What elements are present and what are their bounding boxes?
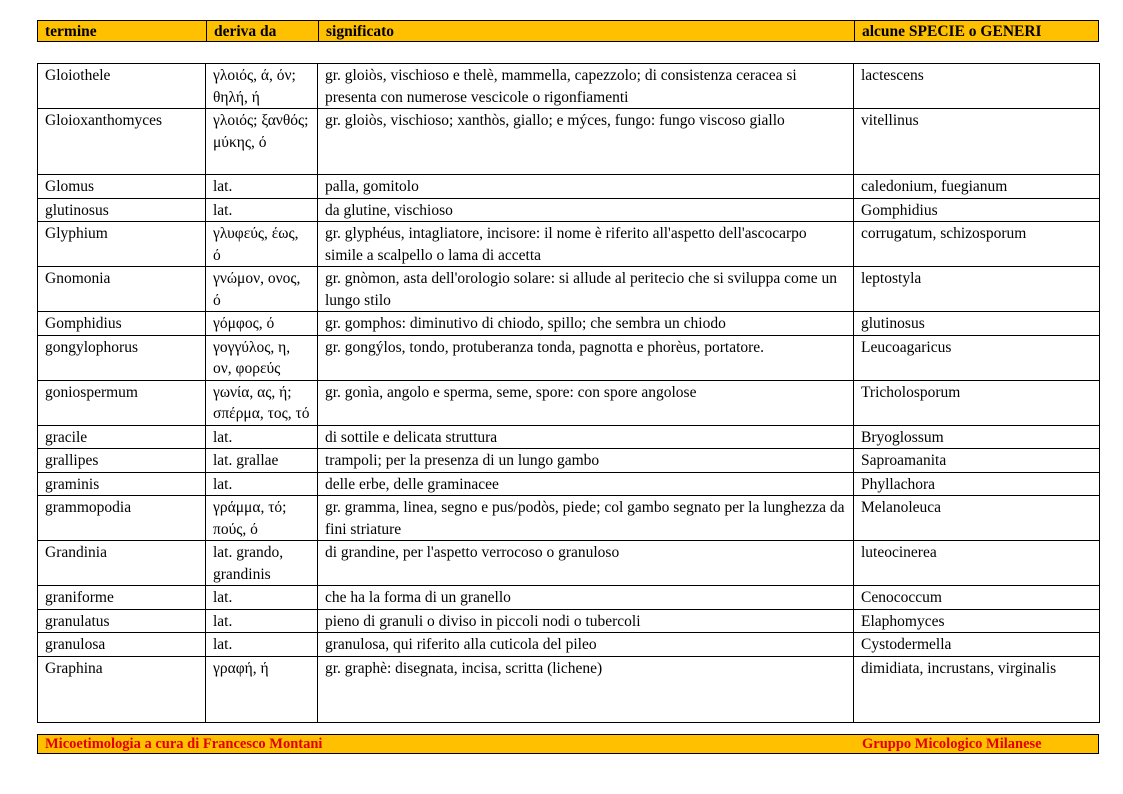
cell-significato: che ha la forma di un granello [318,586,854,610]
cell-specie-generi: vitellinus [854,109,1100,175]
table-row [38,380,1100,425]
cell-deriva-da: γλοιός, ά, όν; θηλή, ή [206,64,318,109]
table-row [38,656,1100,722]
cell-specie-generi: Cenococcum [854,586,1100,610]
cell-significato: di sottile e delicata struttura [318,425,854,449]
cell-specie-generi: caledonium, fuegianum [854,175,1100,199]
cell-significato: palla, gomitolo [318,175,854,199]
cell-termine: granulatus [38,609,206,633]
cell-specie-generi: leptostyla [854,267,1100,312]
cell-significato: gr. gloiòs, vischioso; xanthòs, giallo; e mýces, fungo: fungo viscoso giallo [318,109,854,175]
cell-specie-generi: Tricholosporum [854,380,1100,425]
cell-termine: Graphina [38,656,206,722]
cell-termine: graminis [38,472,206,496]
cell-significato: di grandine, per l'aspetto verrocoso o granuloso [318,541,854,586]
cell-specie-generi: Cystodermella [854,633,1100,657]
cell-termine: grammopodia [38,496,206,541]
table-row [38,633,1100,657]
cell-specie-generi: lactescens [854,64,1100,109]
etymology-table [37,63,1100,723]
cell-significato: granulosa, qui riferito alla cuticola del pileo [318,633,854,657]
cell-deriva-da: lat. [206,633,318,657]
table-row [38,335,1100,380]
table-row [38,267,1100,312]
cell-deriva-da: γράμμα, τό; πούς, ό [206,496,318,541]
cell-termine: glutinosus [38,198,206,222]
cell-deriva-da: γωνία, ας, ή; σπέρμα, τος, τό [206,380,318,425]
cell-significato: gr. gongýlos, tondo, protuberanza tonda, pagnotta e phorèus, portatore. [318,335,854,380]
cell-termine: Grandinia [38,541,206,586]
footer-group: Gruppo Micologico Milanese [862,736,1042,752]
cell-termine: goniospermum [38,380,206,425]
table-row [38,64,1100,109]
cell-deriva-da: lat. [206,609,318,633]
cell-significato: gr. gnòmon, asta dell'orologio solare: si allude al peritecio che si sviluppa come un lungo stilo [318,267,854,312]
cell-termine: granulosa [38,633,206,657]
header-specie-generi: alcune SPECIE o GENERI [854,21,1098,41]
cell-significato: pieno di granuli o diviso in piccoli nodi o tubercoli [318,609,854,633]
table-row [38,425,1100,449]
cell-significato: gr. graphè: disegnata, incisa, scritta (lichene) [318,656,854,722]
cell-deriva-da: lat. grando, grandinis [206,541,318,586]
cell-specie-generi: corrugatum, schizosporum [854,222,1100,267]
cell-significato: gr. gloiòs, vischioso e thelè, mammella, capezzolo; di consistenza ceracea si presenta con numerose vescicole o rigonfiamenti [318,64,854,109]
cell-termine: gracile [38,425,206,449]
footer-bar [37,734,1099,754]
cell-termine: Gloiothele [38,64,206,109]
cell-deriva-da: γλυφεύς, έως, ό [206,222,318,267]
cell-deriva-da: lat. [206,198,318,222]
table-row [38,109,1100,175]
cell-termine: Gnomonia [38,267,206,312]
table-row [38,175,1100,199]
etymology-table-body [38,64,1100,723]
cell-deriva-da: lat. [206,175,318,199]
cell-deriva-da: lat. [206,586,318,610]
table-row [38,586,1100,610]
header-termine: termine [45,23,97,40]
cell-deriva-da: γογγύλος, η, ον, φορεύς [206,335,318,380]
header-deriva-da: deriva da [206,21,318,41]
cell-specie-generi: Gomphidius [854,198,1100,222]
cell-specie-generi: Melanoleuca [854,496,1100,541]
table-row [38,449,1100,473]
table-row [38,496,1100,541]
cell-specie-generi: Leucoagaricus [854,335,1100,380]
cell-termine: Gomphidius [38,312,206,336]
cell-deriva-da: lat. [206,425,318,449]
cell-termine: Gloioxanthomyces [38,109,206,175]
cell-termine: graniforme [38,586,206,610]
cell-significato: gr. gomphos: diminutivo di chiodo, spillo; che sembra un chiodo [318,312,854,336]
cell-termine: grallipes [38,449,206,473]
cell-deriva-da: γνώμον, ονος, ό [206,267,318,312]
cell-specie-generi: dimidiata, incrustans, virginalis [854,656,1100,722]
cell-significato: gr. gramma, linea, segno e pus/podòs, piede; col gambo segnato per la lunghezza da fini striature [318,496,854,541]
cell-specie-generi: Elaphomyces [854,609,1100,633]
cell-deriva-da: lat. grallae [206,449,318,473]
cell-termine: Glyphium [38,222,206,267]
header-significato: significato [318,21,854,41]
table-row [38,472,1100,496]
table-row [38,312,1100,336]
cell-specie-generi: Saproamanita [854,449,1100,473]
footer-author: Micoetimologia a cura di Francesco Montani [45,736,323,752]
table-row [38,609,1100,633]
table-row [38,222,1100,267]
cell-deriva-da: γόμφος, ό [206,312,318,336]
table-row [38,541,1100,586]
cell-termine: Glomus [38,175,206,199]
cell-termine: gongylophorus [38,335,206,380]
cell-significato: delle erbe, delle graminacee [318,472,854,496]
cell-deriva-da: γραφή, ή [206,656,318,722]
cell-significato: da glutine, vischioso [318,198,854,222]
table-row [38,198,1100,222]
cell-significato: gr. glyphéus, intagliatore, incisore: il nome è riferito all'aspetto dell'ascocarpo simile a scalpello o lama di accetta [318,222,854,267]
cell-specie-generi: glutinosus [854,312,1100,336]
column-header-bar [37,20,1099,42]
cell-significato: gr. gonìa, angolo e sperma, seme, spore: con spore angolose [318,380,854,425]
cell-deriva-da: lat. [206,472,318,496]
cell-significato: trampoli; per la presenza di un lungo gambo [318,449,854,473]
cell-specie-generi: Phyllachora [854,472,1100,496]
cell-deriva-da: γλοιός; ξανθός; μύκης, ό [206,109,318,175]
cell-specie-generi: luteocinerea [854,541,1100,586]
cell-specie-generi: Bryoglossum [854,425,1100,449]
